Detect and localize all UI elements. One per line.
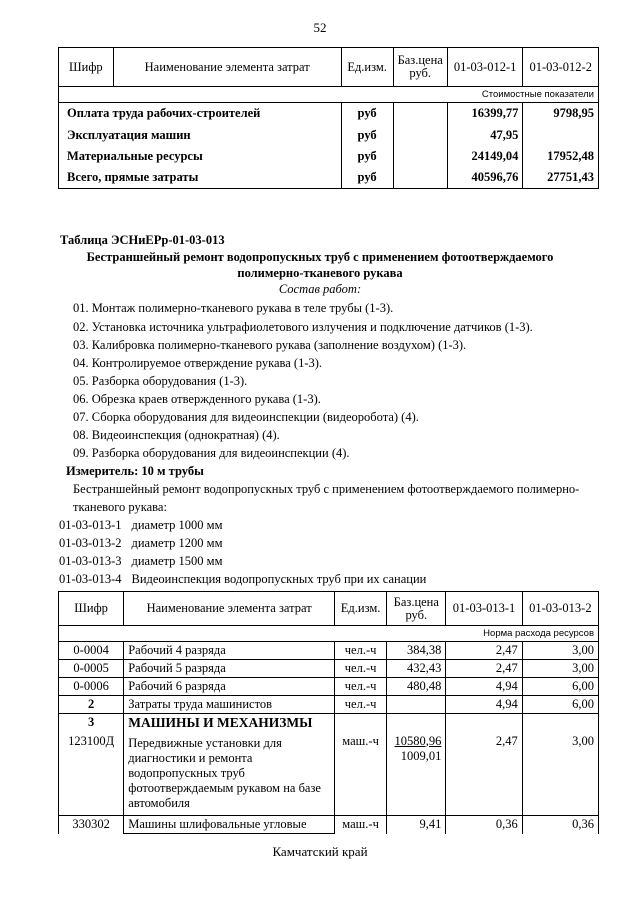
price-value: 1009,01 [400, 748, 442, 763]
col-v1: 01-03-013-1 [446, 592, 522, 626]
section-label: Стоимостные показатели [59, 87, 599, 103]
footer: Камчатский край [272, 844, 368, 859]
list-item: 04. Контролируемое отверждение рукава (1-3). [73, 356, 323, 370]
col-price: Баз.цена руб. [387, 592, 446, 626]
cost-table [58, 47, 599, 189]
list-item: 01-03-013-4 Видеоинспекция водопропускных труб при их санации [59, 572, 427, 586]
list-item: 06. Обрезка краев отвержденного рукава (1-3). [73, 392, 321, 406]
col-name: Наименование элемента затрат [124, 592, 335, 626]
col-code: Шифр [59, 592, 124, 626]
list-item: 03. Калибровка полимерно-тканевого рукава (заполнение воздухом) (1-3). [73, 338, 467, 352]
table-row: 2 Затраты труда машинистов чел.-ч 4,94 6,00 [59, 696, 599, 714]
table-row: 0-0006 Рабочий 6 разряда чел.-ч 480,48 4,94 6,00 [59, 678, 599, 696]
page-number: 52 [313, 20, 327, 35]
title-line: полимерно-тканевого рукава [237, 266, 403, 280]
list-item: 08. Видеоинспекция (однократная) (4). [73, 428, 280, 442]
table-row: 0-0004 Рабочий 4 разряда чел.-ч 384,38 2,47 3,00 [59, 642, 599, 660]
col-price: Баз.цена руб. [393, 48, 447, 87]
list-item: 09. Разборка оборудования для видеоинспекции (4). [73, 446, 350, 460]
col-v1: 01-03-012-1 [447, 48, 523, 87]
measure-label: Измеритель: 10 м трубы [66, 464, 204, 478]
col-v2: 01-03-013-2 [522, 592, 598, 626]
title-line: Бестраншейный ремонт водопропускных труб с применением фотоотверждаемого [86, 250, 554, 264]
price-value: 10580,96 [394, 733, 442, 748]
works-heading: Состав работ: [278, 282, 362, 296]
col-v2: 01-03-012-2 [523, 48, 599, 87]
col-unit: Ед.изм. [335, 592, 387, 626]
description: тканевого рукава: [73, 500, 167, 514]
section-label: Норма расхода ресурсов [59, 626, 599, 642]
list-item: 01-03-013-3 диаметр 1500 мм [59, 554, 223, 568]
table-row: 0-0005 Рабочий 5 разряда чел.-ч 432,43 2,47 3,00 [59, 660, 599, 678]
table-row: 123100Д Передвижные установки для диагностики и ремонта водопропускных труб фотоотверждаемым рукавом на базе автомобиля маш.-ч 10580,96 1009,01 2,47 3,00 [59, 732, 599, 816]
table-row: 330302 Машины шлифовальные угловые маш.-ч 9,41 0,36 0,36 [59, 816, 599, 834]
table-row: Всего, прямые затраты руб 40596,76 27751,43 [59, 167, 599, 189]
table-row: 3 МАШИНЫ И МЕХАНИЗМЫ [59, 714, 599, 732]
col-unit: Ед.изм. [341, 48, 393, 87]
description: Бестраншейный ремонт водопропускных труб с применением фотоотверждаемого полимерно- [73, 482, 580, 496]
list-item: 07. Сборка оборудования для видеоинспекции (видеоробота) (4). [73, 410, 419, 424]
table-row: Оплата труда рабочих-строителей руб 16399,77 9798,95 [59, 103, 599, 125]
list-item: 01. Монтаж полимерно-тканевого рукава в теле трубы (1-3). [73, 301, 394, 315]
list-item: 05. Разборка оборудования (1-3). [73, 374, 248, 388]
resource-table [58, 591, 599, 834]
table-label: Таблица ЭСНиЕРр-01-03-013 [60, 233, 225, 247]
col-code: Шифр [59, 48, 114, 87]
table-row: Эксплуатация машин руб 47,95 [59, 125, 599, 146]
list-item: 01-03-013-1 диаметр 1000 мм [59, 518, 223, 532]
col-name: Наименование элемента затрат [113, 48, 341, 87]
list-item: 01-03-013-2 диаметр 1200 мм [59, 536, 223, 550]
list-item: 02. Установка источника ультрафиолетового излучения и подключение датчиков (1-3). [73, 320, 533, 334]
table-row: Материальные ресурсы руб 24149,04 17952,48 [59, 146, 599, 167]
table-title [40, 249, 600, 281]
